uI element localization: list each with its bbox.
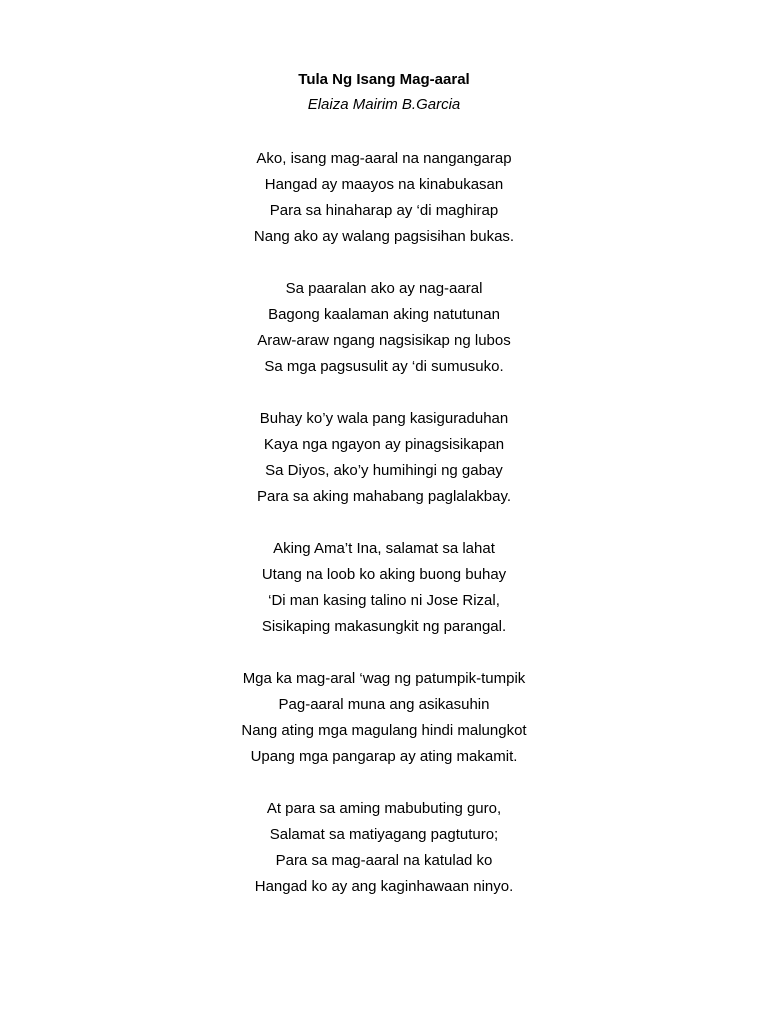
- poem-line: ‘Di man kasing talino ni Jose Rizal,: [268, 592, 500, 609]
- poem-line: Para sa aking mahabang paglalakbay.: [256, 488, 512, 505]
- poem-line: Buhay ko’y wala pang kasiguraduhan: [259, 410, 509, 427]
- poem-line: Ako, isang mag-aaral na nangangarap: [256, 150, 512, 167]
- poem-author: Elaiza Mairim B.Garcia: [307, 96, 461, 113]
- poem-line: Para sa mag-aaral na katulad ko: [275, 852, 493, 869]
- poem-body: [0, 146, 768, 926]
- poem-line: Sa mga pagsusulit ay ‘di sumusuko.: [264, 358, 504, 375]
- stanza-4: [0, 536, 768, 640]
- poem-line: Sisikaping makasungkit ng parangal.: [261, 618, 507, 635]
- poem-line: Araw-araw ngang nagsisikap ng lubos: [257, 332, 511, 349]
- poem-line: Upang mga pangarap ay ating makamit.: [250, 748, 518, 765]
- poem-line: Sa Diyos, ako’y humihingi ng gabay: [265, 462, 503, 479]
- stanza-2: [0, 276, 768, 380]
- poem-line: Utang na loob ko aking buong buhay: [261, 566, 507, 583]
- poem-line: Nang ating mga magulang hindi malungkot: [241, 722, 527, 739]
- stanza-5: [0, 666, 768, 770]
- stanza-3: [0, 406, 768, 510]
- poem-line: At para sa aming mabubuting guro,: [266, 800, 502, 817]
- poem-line: Para sa hinaharap ay ‘di maghirap: [269, 202, 499, 219]
- poem-line: Hangad ko ay ang kaginhawaan ninyo.: [254, 878, 514, 895]
- stanza-6: [0, 796, 768, 900]
- poem-title: Tula Ng Isang Mag-aaral: [298, 71, 470, 88]
- poem-line: Mga ka mag-aral ‘wag ng patumpik-tumpik: [242, 670, 526, 687]
- poem-line: Bagong kaalaman aking natutunan: [268, 306, 500, 323]
- poem-line: Sa paaralan ako ay nag-aaral: [285, 280, 483, 297]
- poem-line: Nang ako ay walang pagsisihan bukas.: [253, 228, 515, 245]
- poem-line: Salamat sa matiyagang pagtuturo;: [269, 826, 499, 843]
- poem-line: Pag-aaral muna ang asikasuhin: [278, 696, 490, 713]
- poem-line: Hangad ay maayos na kinabukasan: [264, 176, 504, 193]
- poem-line: Kaya nga ngayon ay pinagsisikapan: [263, 436, 505, 453]
- stanza-1: [0, 146, 768, 250]
- poem-line: Aking Ama’t Ina, salamat sa lahat: [273, 540, 495, 557]
